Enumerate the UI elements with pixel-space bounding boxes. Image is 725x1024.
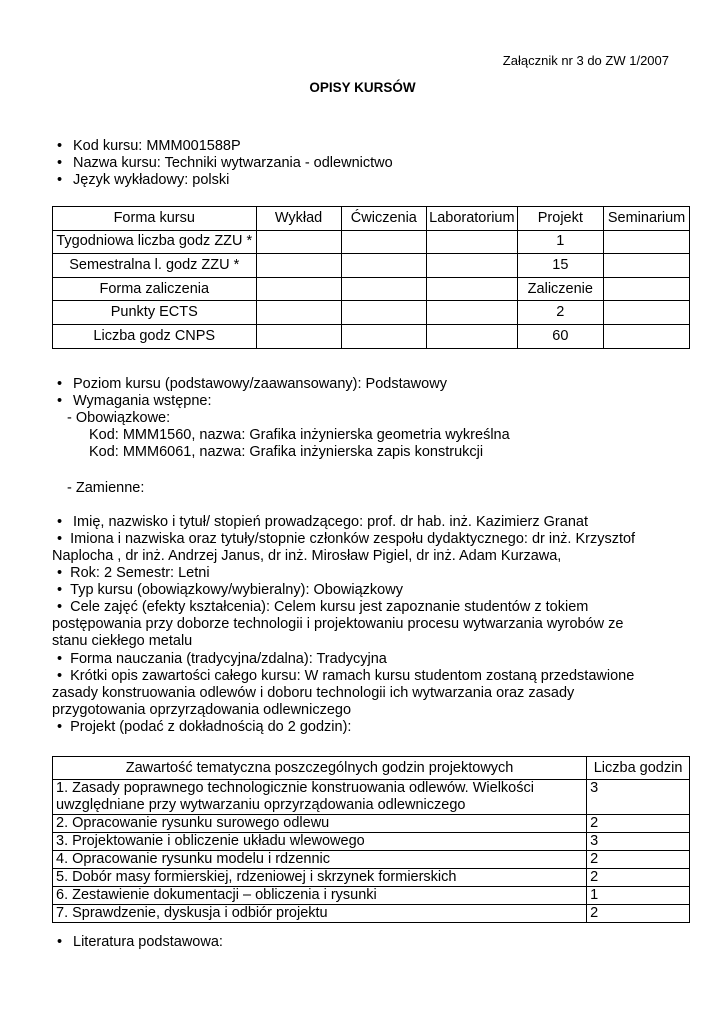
table-cell [604, 301, 690, 325]
table-header-row [53, 207, 690, 231]
table-cell [427, 324, 517, 348]
table-cell: 3 [587, 833, 690, 851]
course-name: Nazwa kursu: Techniki wytwarzania - odlewnictwo [73, 155, 393, 171]
table-cell [256, 277, 341, 301]
goals-line-3: stanu ciekłego metalu [52, 633, 193, 649]
table-header-cell: Liczba godzin [587, 757, 690, 780]
table-row [53, 254, 690, 278]
table-cell: 2 [587, 815, 690, 833]
course-forms-table [52, 206, 690, 349]
table-cell [341, 277, 427, 301]
table-cell [341, 254, 427, 278]
course-type: Typ kursu (obowiązkowy/wybieralny): Obowiązkowy [70, 582, 403, 598]
course-level: Poziom kursu (podstawowy/zaawansowany): Podstawowy [73, 376, 447, 392]
team-line-1: Imiona i nazwiska oraz tytuły/stopnie członków zespołu dydaktycznego: dr inż. Krzysztof [70, 531, 636, 547]
bullet-icon: • [57, 668, 63, 684]
alternative-label: - Zamienne: [67, 480, 145, 496]
table-cell [341, 324, 427, 348]
table-cell: 7. Sprawdzenie, dyskusja i odbiór projektu [53, 905, 587, 923]
summary-line-1: Krótki opis zawartości całego kursu: W ramach kursu studentom zostaną przedstawione [70, 668, 635, 684]
table-cell: Liczba godz CNPS [53, 324, 257, 348]
summary-item [57, 668, 634, 685]
table-cell: 2 [587, 851, 690, 869]
table-cell: 5. Dobór masy formierskiej, rdzeniowej i skrzynek formierskich [53, 869, 587, 887]
bullet-icon: • [57, 155, 63, 171]
table-cell [604, 230, 690, 254]
bullet-icon: • [57, 376, 63, 392]
type-item [57, 582, 403, 599]
table-cell: 3. Projektowanie i obliczenie układu wlewowego [53, 833, 587, 851]
table-cell: Zaliczenie [517, 277, 604, 301]
table-row [53, 230, 690, 254]
bullet-icon: • [57, 531, 63, 547]
table-row [53, 815, 690, 833]
literature-label: Literatura podstawowa: [73, 934, 223, 950]
table-header-cell: Seminarium [604, 207, 690, 231]
project-hours-table [52, 756, 690, 923]
year-item [57, 565, 210, 582]
table-row [53, 833, 690, 851]
table-header-cell: Projekt [517, 207, 604, 231]
table-row [53, 324, 690, 348]
summary-line-2: zasady konstruowania odlewów i doboru technologii ich wytwarzania oraz zasady [52, 685, 575, 701]
table-cell [341, 301, 427, 325]
table-header-row [53, 757, 690, 780]
year-semester: Rok: 2 Semestr: Letni [70, 565, 210, 581]
mandatory-course-2: Kod: MMM6061, nazwa: Grafika inżynierska zapis konstrukcji [89, 444, 484, 460]
project-intro-item [57, 719, 351, 736]
table-cell [427, 254, 517, 278]
bullet-icon: • [57, 138, 63, 154]
bullet-icon: • [57, 393, 63, 409]
annex-reference: Załącznik nr 3 do ZW 1/2007 [502, 53, 669, 68]
table-cell [256, 324, 341, 348]
table-header-cell: Ćwiczenia [341, 207, 427, 231]
bullet-icon: • [57, 565, 63, 581]
table-cell [256, 254, 341, 278]
table-cell: 3 [587, 780, 690, 815]
project-intro: Projekt (podać z dokładnością do 2 godzin): [70, 719, 352, 735]
team-line-2: Naplocha , dr inż. Andrzej Janus, dr inż. Mirosław Pigiel, dr inż. Adam Kurzawa, [52, 548, 562, 564]
table-cell: 1 [587, 887, 690, 905]
table-cell: Semestralna l. godz ZZU * [53, 254, 257, 278]
bullet-icon: • [57, 582, 63, 598]
table-cell [256, 230, 341, 254]
table-cell: 15 [517, 254, 604, 278]
table-cell [604, 277, 690, 301]
table-row [53, 869, 690, 887]
table-cell [427, 301, 517, 325]
table-cell: 2. Opracowanie rysunku surowego odlewu [53, 815, 587, 833]
bullet-icon: • [57, 172, 63, 188]
bullet-icon: • [57, 599, 63, 615]
table-row [53, 887, 690, 905]
teaching-form-item [57, 651, 387, 668]
table-header-cell: Zawartość tematyczna poszczególnych godzin projektowych [53, 757, 587, 780]
table-cell [256, 301, 341, 325]
goals-line-1: Cele zajęć (efekty kształcenia): Celem kursu jest zapoznanie studentów z tokiem [70, 599, 589, 615]
table-header-cell: Wykład [256, 207, 341, 231]
table-cell [341, 230, 427, 254]
table-row [53, 277, 690, 301]
table-cell: Forma zaliczenia [53, 277, 257, 301]
course-language: Język wykładowy: polski [73, 172, 230, 188]
goals-line-2: postępowania przy doborze technologii i projektowaniu procesu wytwarzania wyrobów ze [52, 616, 624, 632]
summary-line-3: przygotowania oprzyrządowania odlewniczego [52, 702, 352, 718]
table-cell [604, 254, 690, 278]
table-cell: 60 [517, 324, 604, 348]
table-header-cell: Forma kursu [53, 207, 257, 231]
document-title: OPISY KURSÓW [309, 80, 416, 95]
table-cell [604, 324, 690, 348]
table-cell: 2 [587, 905, 690, 923]
table-row [53, 905, 690, 923]
team-item [57, 531, 635, 548]
teaching-form: Forma nauczania (tradycyjna/zdalna): Tradycyjna [70, 651, 387, 667]
table-header-cell: Laboratorium [427, 207, 517, 231]
mandatory-label: - Obowiązkowe: [67, 410, 171, 426]
table-row [53, 780, 690, 815]
mandatory-course-1: Kod: MMM1560, nazwa: Grafika inżynierska geometria wykreślna [89, 427, 510, 443]
table-cell: 1. Zasady poprawnego technologicznie konstruowania odlewów. Wielkości uwzględniane przy wytwarzaniu oprzyrządowania odlewniczego [53, 780, 587, 815]
goals-item [57, 599, 588, 616]
table-row [53, 301, 690, 325]
table-cell [427, 277, 517, 301]
bullet-icon: • [57, 934, 63, 950]
bullet-icon: • [57, 719, 63, 735]
lecturer: Imię, nazwisko i tytuł/ stopień prowadzącego: prof. dr hab. inż. Kazimierz Granat [73, 514, 588, 530]
table-cell [427, 230, 517, 254]
table-cell: 2 [517, 301, 604, 325]
table-cell: 2 [587, 869, 690, 887]
table-row [53, 851, 690, 869]
prerequisites-label: Wymagania wstępne: [73, 393, 212, 409]
table-cell: 4. Opracowanie rysunku modelu i rdzennic [53, 851, 587, 869]
bullet-icon: • [57, 514, 63, 530]
table-cell: Tygodniowa liczba godz ZZU * [53, 230, 257, 254]
table-cell: 1 [517, 230, 604, 254]
course-code: Kod kursu: MMM001588P [73, 138, 241, 154]
bullet-icon: • [57, 651, 63, 667]
table-cell: Punkty ECTS [53, 301, 257, 325]
table-cell: 6. Zestawienie dokumentacji – obliczenia i rysunki [53, 887, 587, 905]
